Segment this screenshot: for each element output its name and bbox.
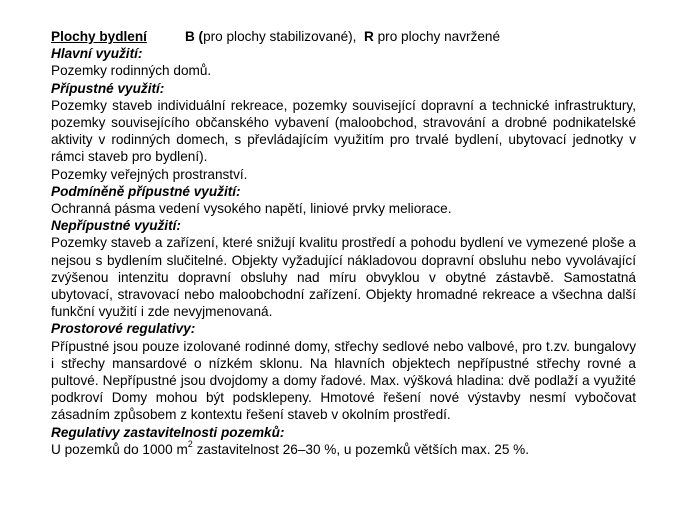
- heading-permitted-use: Přípustné využití:: [51, 80, 165, 96]
- text-buildability-regulations: [51, 441, 636, 458]
- code-r-description: pro plochy navržené: [377, 29, 501, 44]
- text-spatial-regulations: Přípustné jsou pouze izolované rodinné domy, střechy sedlové nebo valbové, pro t.zv. bungalovy i střechy mansardové o nízkém sklonu. Na hlavních objektech nepřípustné střechy rovné a pultové. Nepřípustné jsou dvojdomy a domy řadové. Max. výšková hladina: dvě podlaží a využité podkroví Domy mohou být podsklepeny. Hmotové řešení nové výstavby nesmí vybočovat zásadním způsobem z kontextu řešení staveb v okolním prostředí.: [51, 338, 636, 423]
- heading-spatial-regulations: Prostorové regulativy:: [51, 321, 196, 337]
- buildability-text-start: U pozemků do 1000 m: [51, 441, 188, 457]
- section-title: Plochy bydlení: [51, 29, 147, 44]
- text-main-use: Pozemky rodinných domů.: [51, 63, 212, 79]
- buildability-text-end: zastavitelnost 26–30 %, u pozemků větších max. 25 %.: [192, 441, 530, 457]
- document-page: [51, 28, 636, 458]
- heading-prohibited-use: Nepřípustné využití:: [51, 218, 181, 234]
- code-r: R: [364, 29, 374, 44]
- text-permitted-use-public: Pozemky veřejných prostranství.: [51, 166, 248, 182]
- heading-buildability-regulations: Regulativy zastavitelnosti pozemků:: [51, 424, 285, 440]
- superscript-2: 2: [187, 439, 193, 450]
- text-permitted-use: Pozemky staveb individuální rekreace, pozemky související dopravní a technické infrastruktury, pozemky souvisejícího občanského vybavení (maloobchod, stravování a drobné podnikatelské aktivity v rodinných domech, s převládajícím využitím pro trvalé bydlení, ubytovací jednotky v rámci staveb pro bydlení).: [51, 97, 636, 165]
- section-title-line: [51, 28, 636, 45]
- text-prohibited-use: Pozemky staveb a zařízení, které snižují kvalitu prostředí a pohodu bydlení ve vymezené ploše a nejsou s bydlením slučitelné. Objekty vyžadující nákladovou dopravní obsluhu nebo vyvolávající zvýšenou intenzitu dopravní obsluhy nad míru obvyklou v obytné zástavbě. Samostatná ubytovací, stravovací nebo maloobchodní zařízení. Objekty hromadné rekreace a všechna další funkční využití i zde nevyjmenovaná.: [51, 235, 636, 320]
- heading-conditional-use: Podmíněně přípustné využití:: [51, 183, 241, 199]
- heading-main-use: Hlavní využití:: [51, 46, 143, 62]
- text-conditional-use: Ochranná pásma vedení vysokého napětí, liniové prvky meliorace.: [51, 201, 452, 217]
- code-b-description: pro plochy stabilizované),: [203, 29, 357, 44]
- code-b: B (: [184, 29, 204, 44]
